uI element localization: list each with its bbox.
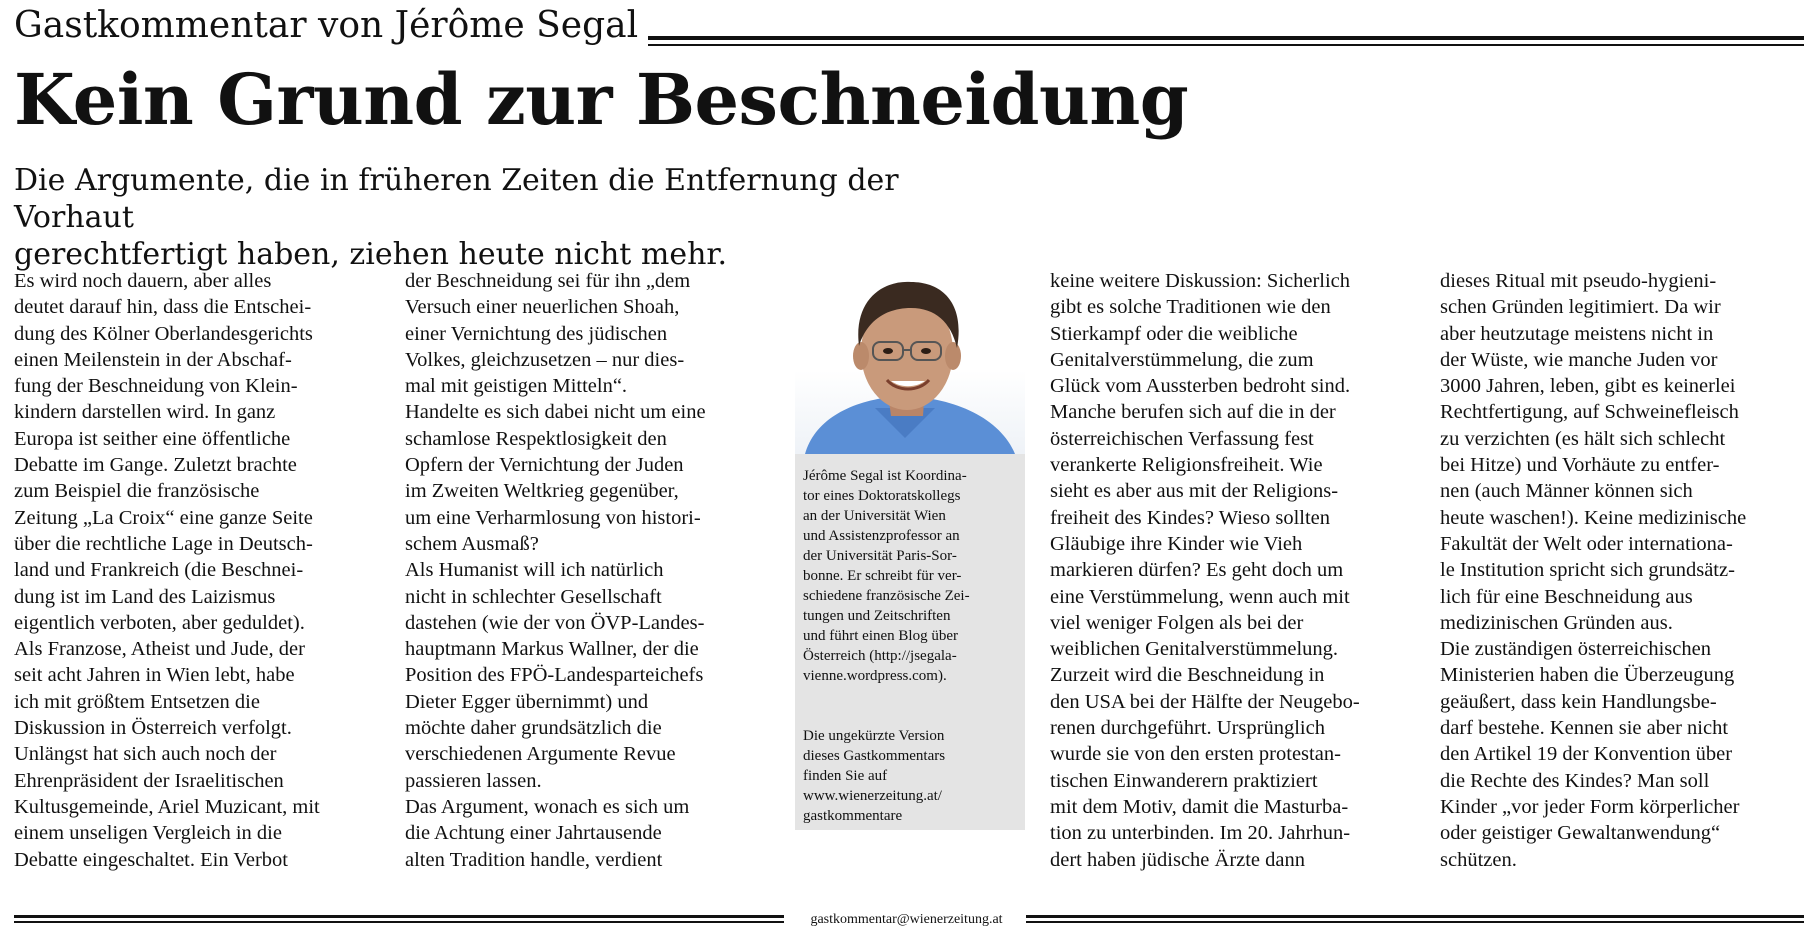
kicker: Gastkommentar von Jérôme Segal bbox=[14, 4, 648, 48]
author-portrait-image bbox=[795, 268, 1025, 454]
footer bbox=[14, 912, 1804, 928]
footer-rule-right-thick bbox=[1026, 915, 1804, 918]
headline: Kein Grund zur Beschneidung bbox=[14, 58, 1189, 141]
article-column-3: keine weitere Diskussion: Sicherlich gibt es solche Traditionen wie den Stierkampf oder die weibliche Genitalverstümmelung, die zum Glück vom Aussterben bedroht sind. Manche berufen sich auf die in der österreichischen Verfassung fest verankerte Religionsfreiheit. Wie sieht es aber aus mit der Religions- freiheit des Kindes? Wieso sollten Gläubige ihre Kinder wie Vieh markieren dürfen? Es geht doch um eine Verstümmelung, wenn auch mit viel weniger Folgen als bei der weiblichen Genitalverstümmelung. Zurzeit wird die Beschneidung in den USA bei der Hälfte der Neugebo- renen durchgeführt. Ursprünglich wurde sie von den ersten protestan- tischen Einwanderern praktiziert mit dem Motiv, damit die Masturba- tion zu unterbinden. Im 20. Jahrhun- dert haben jüdische Ärzte dann bbox=[1050, 270, 1360, 871]
kicker-row bbox=[14, 4, 1804, 48]
online-version-note: Die ungekürzte Version dieses Gastkommentars finden Sie auf www.wienerzeitung.at/ gastkommentare bbox=[803, 728, 946, 824]
author-bio: Jérôme Segal ist Koordina- tor eines Doktoratskollegs an der Universität Wien und Assistenzprofessor an der Universität Paris-Sor- bonne. Er schreibt für ver- schiedene französische Zei- tungen und Zeitschriften und führt einen Blog über Österreich (http://jsegala- vienne.wordpress.com). bbox=[803, 468, 970, 684]
article-column-1: Es wird noch dauern, aber alles deutet darauf hin, dass die Entschei- dung des Kölner Oberlandesgerichts einen Meilenstein in der Abschaf- fung der Beschneidung von Klein- kindern darstellen wird. In ganz Europa ist seither eine öffentliche Debatte im Gange. Zuletzt brachte zum Beispiel die französische Zeitung „La Croix“ eine ganze Seite über die rechtliche Lage in Deutsch- land und Frankreich (die Beschnei- dung ist im Land des Laizismus eigentlich verboten, aber geduldet). Als Franzose, Atheist und Jude, der seit acht Jahren in Wien lebt, habe ich mit größtem Entsetzen die Diskussion in Österreich verfolgt. Unlängst hat sich auch noch der Ehrenpräsident der Israelitischen Kultusgemeinde, Ariel Muzicant, mit einem unseligen Vergleich in die Debatte eingeschaltet. Ein Verbot bbox=[14, 270, 320, 871]
author-info bbox=[795, 268, 1025, 830]
footer-rule-left-thick bbox=[14, 915, 784, 918]
footer-rule-left-thin bbox=[14, 921, 784, 923]
author-photo bbox=[795, 268, 1025, 454]
footer-email: gastkommentar@wienerzeitung.at bbox=[810, 912, 1003, 927]
deck: Die Argumente, die in früheren Zeiten die Entfernung der Vorhaut gerechtfertigt haben, ziehen heute nicht mehr. bbox=[14, 163, 899, 272]
footer-rule-right-thin bbox=[1026, 921, 1804, 923]
author-bio-box bbox=[795, 454, 1025, 830]
article-column-2: der Beschneidung sei für ihn „dem Versuch einer neuerlichen Shoah, einer Vernichtung des jüdischen Volkes, gleichzusetzen – nur dies- mal mit geistigen Mitteln“. Handelte es sich dabei nicht um eine schamlose Respektlosigkeit den Opfern der Vernichtung der Juden im Zweiten Weltkrieg gegenüber, um eine Verharmlosung von histori- schem Ausmaß? Als Humanist will ich natürlich nicht in schlechter Gesellschaft dastehen (wie der von ÖVP-Landes- hauptmann Markus Wallner, der die Position des FPÖ-Landesparteichefs Dieter Egger übernimmt) und möchte daher grundsätzlich die verschiedenen Argumente Revue passieren lassen. Das Argument, wonach es sich um die Achtung einer Jahrtausende alten Tradition handle, verdient bbox=[405, 270, 706, 871]
article-column-4: dieses Ritual mit pseudo-hygieni- schen Gründen legitimiert. Da wir aber heutzutage meistens nicht in der Wüste, wie manche Juden vor 3000 Jahren, leben, gibt es keinerlei Rechtfertigung, auf Schweinefleisch zu verzichten (es hält sich schlecht bei Hitze) und Vorhäute zu entfer- nen (auch Männer können sich heute waschen!). Keine medizinische Fakultät der Welt oder internationa- le Institution spricht sich grundsätz- lich für eine Beschneidung aus medizinischen Gründen aus. Die zuständigen österreichischen Ministerien haben die Überzeugung geäußert, dass kein Handlungsbe- darf bestehe. Kennen sie aber nicht den Artikel 19 der Konvention über die Rechte des Kindes? Man soll Kinder „vor jeder Form körperlicher oder geistiger Gewaltanwendung“ schützen. bbox=[1440, 270, 1747, 871]
